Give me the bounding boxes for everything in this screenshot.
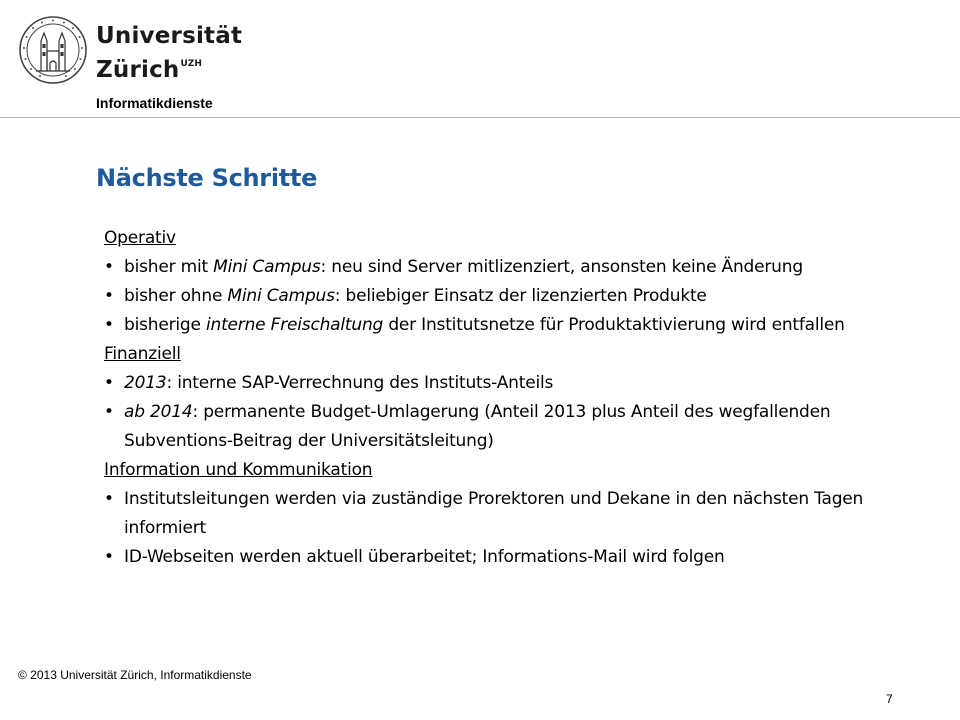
bullet-text: : neu sind Server mitlizenziert, ansonsten keine Änderung [320,257,803,277]
uzh-seal-icon [18,15,88,85]
bullet-text: Institutsleitungen werden via zuständige Prorektoren und Dekane in den nächsten Tagen informiert [124,489,864,538]
bullet-icon: • [104,257,114,277]
logo-line-2 [96,50,242,84]
bullet-text: : beliebiger Einsatz der lizenzierten Produkte [334,286,707,306]
section-heading: Operativ [104,228,176,248]
bullet-text: ID-Webseiten werden aktuell überarbeitet; Informations-Mail wird folgen [124,547,725,567]
bullet-icon: • [104,373,114,393]
university-logo-wordmark [96,22,242,84]
bullet-text: bisherige [124,315,206,335]
section-heading: Information und Kommunikation [104,460,373,480]
logo-line-1: Universität [96,23,243,49]
bullet-item [104,282,864,311]
bullet-icon: • [104,489,114,509]
bullet-icon: • [104,402,114,422]
bullet-emphasis: 2013 [124,373,167,393]
bullet-item [104,485,864,543]
bullet-item [104,253,864,282]
bullet-text: : permanente Budget-Umlagerung (Anteil 2013 plus Anteil des wegfallenden Subventions-Beitrag der Universitätsleitung) [124,402,831,451]
bullet-icon: • [104,315,114,335]
bullet-text: bisher mit [124,257,214,277]
header-divider [0,117,960,118]
bullet-text: bisher ohne [124,286,228,306]
bullet-text: der Institutsnetze für Produktaktivierung wird entfallen [383,315,845,335]
bullet-icon: • [104,286,114,306]
logo-superscript: UZH [180,59,202,69]
page-number: 7 [886,692,893,706]
bullet-emphasis: ab 2014 [124,402,193,422]
slide-content [104,224,864,572]
bullet-item [104,369,864,398]
bullet-icon: • [104,547,114,567]
section-heading: Finanziell [104,344,181,364]
bullet-emphasis: interne Freischaltung [205,315,384,335]
bullet-item [104,311,864,340]
bullet-emphasis: Mini Campus [213,257,321,277]
footer-copyright: © 2013 Universität Zürich, Informatikdienste [18,668,252,682]
department-name: Informatikdienste [96,95,213,111]
slide-title: Nächste Schritte [96,164,318,192]
bullet-item [104,398,864,456]
bullet-item [104,543,864,572]
bullet-emphasis: Mini Campus [227,286,335,306]
bullet-text: : interne SAP-Verrechnung des Instituts-Anteils [166,373,554,393]
logo-line-2-text: Zürich [96,57,180,83]
